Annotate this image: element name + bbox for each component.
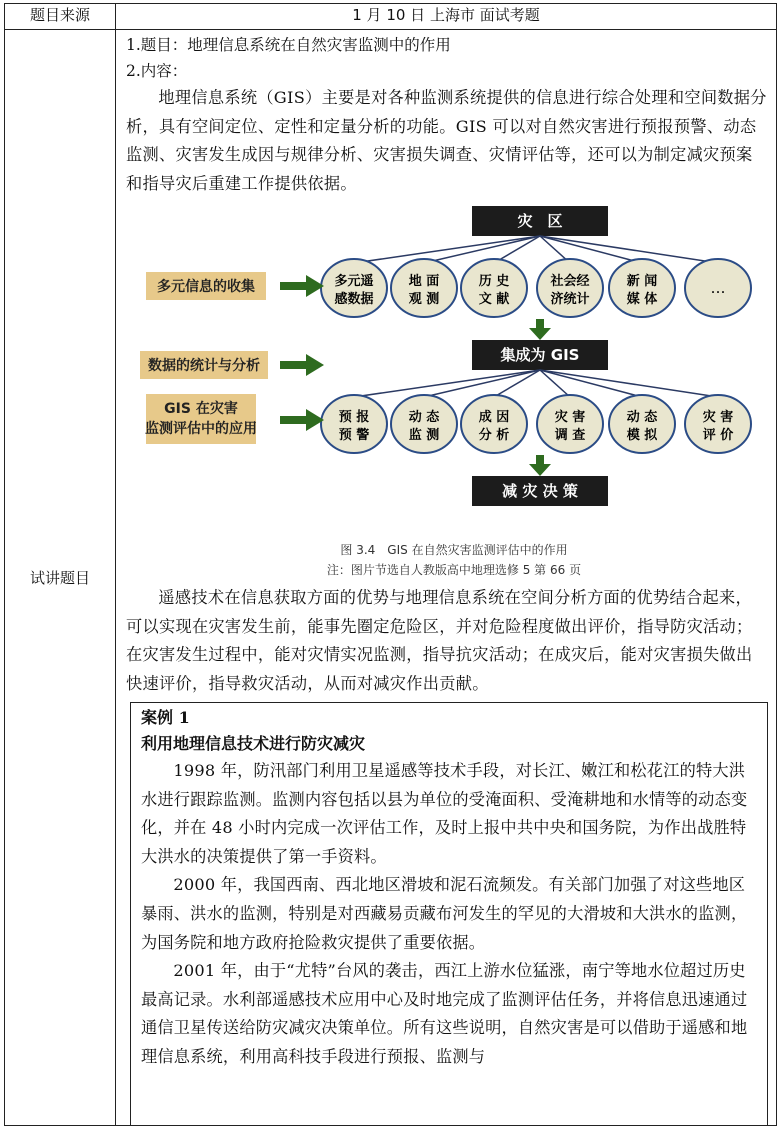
arrow-down-2-head [529,464,551,476]
source-node-text-a-4: 新 闻 [626,274,658,289]
source-node-text-b-3: 济统计 [550,292,590,307]
application-node-text-a-1: 动 态 [408,410,440,425]
header-row [5,4,777,30]
application-node-text-a-2: 成 因 [478,410,510,425]
arrow-right-2-shaft [280,361,308,369]
source-node-text-a-1: 地 面 [408,274,440,289]
content-heading: 2.内容： [126,62,188,80]
application-node-text-b-3: 调 查 [554,428,586,443]
application-node-text-b-2: 分 析 [478,428,510,443]
label-application-text-1: 监测评估中的应用 [145,421,257,437]
source-node-text-a-0: 多元遥 [334,274,374,289]
label-analysis-text-0: 数据的统计与分析 [148,358,260,374]
rs-paragraph: 遥感技术在信息获取方面的优势与地理信息系统在空间分析方面的优势结合起来，可以实现在灾害发生前，能事先圈定危险区，并对危险程度做出评价，指导防灾活动；在灾害发生过程中，能对灾情实况监测，指导抗灾活动；在成灾后，能对灾害损失做出快速评价，指导救灾活动，从而对减灾作出贡献。 [126,588,753,693]
application-node-text-a-0: 预 报 [338,410,370,425]
source-label: 题目来源 [5,4,116,30]
connector-mid-1 [424,370,540,397]
gis-box-text: 集成为 GIS [500,346,580,364]
application-node-text-b-0: 预 警 [338,428,370,443]
source-value: 1 月 10 日 上海市 面试考题 [116,4,777,30]
case-box [130,702,768,1125]
case-label: 案例 1 [141,708,190,727]
arrow-down-1-head [529,328,551,340]
content-row [5,30,777,1126]
figure-caption: 图 3.4 GIS 在自然灾害监测评估中的作用 [340,543,568,557]
application-node-text-b-5: 评 价 [702,428,734,443]
gis-diagram [134,206,774,584]
application-node-text-a-5: 灾 害 [702,410,734,425]
source-node-text-b-1: 观 测 [408,292,440,307]
connector-top-1 [424,236,540,263]
label-collect-text-0: 多元信息的收集 [157,279,255,295]
application-node-text-b-4: 模 拟 [626,428,658,443]
gis-diagram-graphic [134,206,774,546]
source-node-text-b-4: 媒 体 [626,292,658,307]
exam-table [4,3,777,1126]
application-node-text-a-4: 动 态 [626,410,658,425]
application-node-text-b-1: 监 测 [408,428,440,443]
source-node-text-5: … [710,279,726,297]
connector-mid-0 [354,370,540,397]
section-label: 试讲题目 [5,30,116,1126]
figure-note: 注：图片节选自人教版高中地理选修 5 第 66 页 [326,563,582,577]
case-title: 利用地理信息技术进行防灾减灾 [141,734,366,753]
application-node-text-a-3: 灾 害 [554,410,586,425]
arrow-right-2-head [306,354,324,376]
arrow-right-3-shaft [280,416,308,424]
topic-line: 1.题目：地理信息系统在自然灾害监测中的作用 [126,36,451,54]
source-node-text-b-0: 感数据 [334,292,374,307]
source-node-text-a-3: 社会经 [550,274,590,289]
source-node-text-a-2: 历 史 [478,274,510,289]
decision-box-text: 减 灾 决 策 [502,482,578,500]
disaster-area-box-text: 灾 区 [517,212,563,230]
intro-paragraph: 地理信息系统（GIS）主要是对各种监测系统提供的信息进行综合处理和空间数据分析，具有空间定位、定性和定量分析的功能。GIS 可以对自然灾害进行预报预警、动态监测、灾害发生成因与规律分析、灾害损失调查、灾情评估等，还可以为制定减灾预案和指导灾后重建工作提供依据。 [126,88,767,193]
label-application-text-0: GIS 在灾害 [164,401,238,417]
case-paragraph-1: 1998 年，防汛部门利用卫星遥感等技术手段，对长江、嫩江和松花江的特大洪水进行跟踪监测。监测内容包括以县为单位的受淹面积、受淹耕地和水情等的动态变化，并在 48 小时内完成一次评估工作，及时上报中共中央和国务院，为作出战胜特大洪水的决策提供了第一手资料。 [141,761,748,866]
source-node-text-b-2: 文 献 [478,292,510,307]
case-paragraph-3: 2001 年，由于“尤特”台风的袭击，西江上游水位猛涨，南宁等地水位超过历史最高记录。水利部遥感技术应用中心及时地完成了监测评估任务，并将信息迅速通过通信卫星传送给防灾减灾决策单位。所有这些说明，自然灾害是可以借助于遥感和地理信息系统，利用高科技手段进行预报、监测与 [141,961,748,1066]
content-cell [116,30,777,1126]
case-paragraph-2: 2000 年，我国西南、西北地区滑坡和泥石流频发。有关部门加强了对这些地区暴雨、洪水的监测，特别是对西藏易贡藏布河发生的罕见的大滑坡和大洪水的监测，为国务院和地方政府抢险救灾提供了重要依据。 [141,875,748,952]
connector-top-0 [354,236,540,263]
arrow-right-1-shaft [280,282,308,290]
